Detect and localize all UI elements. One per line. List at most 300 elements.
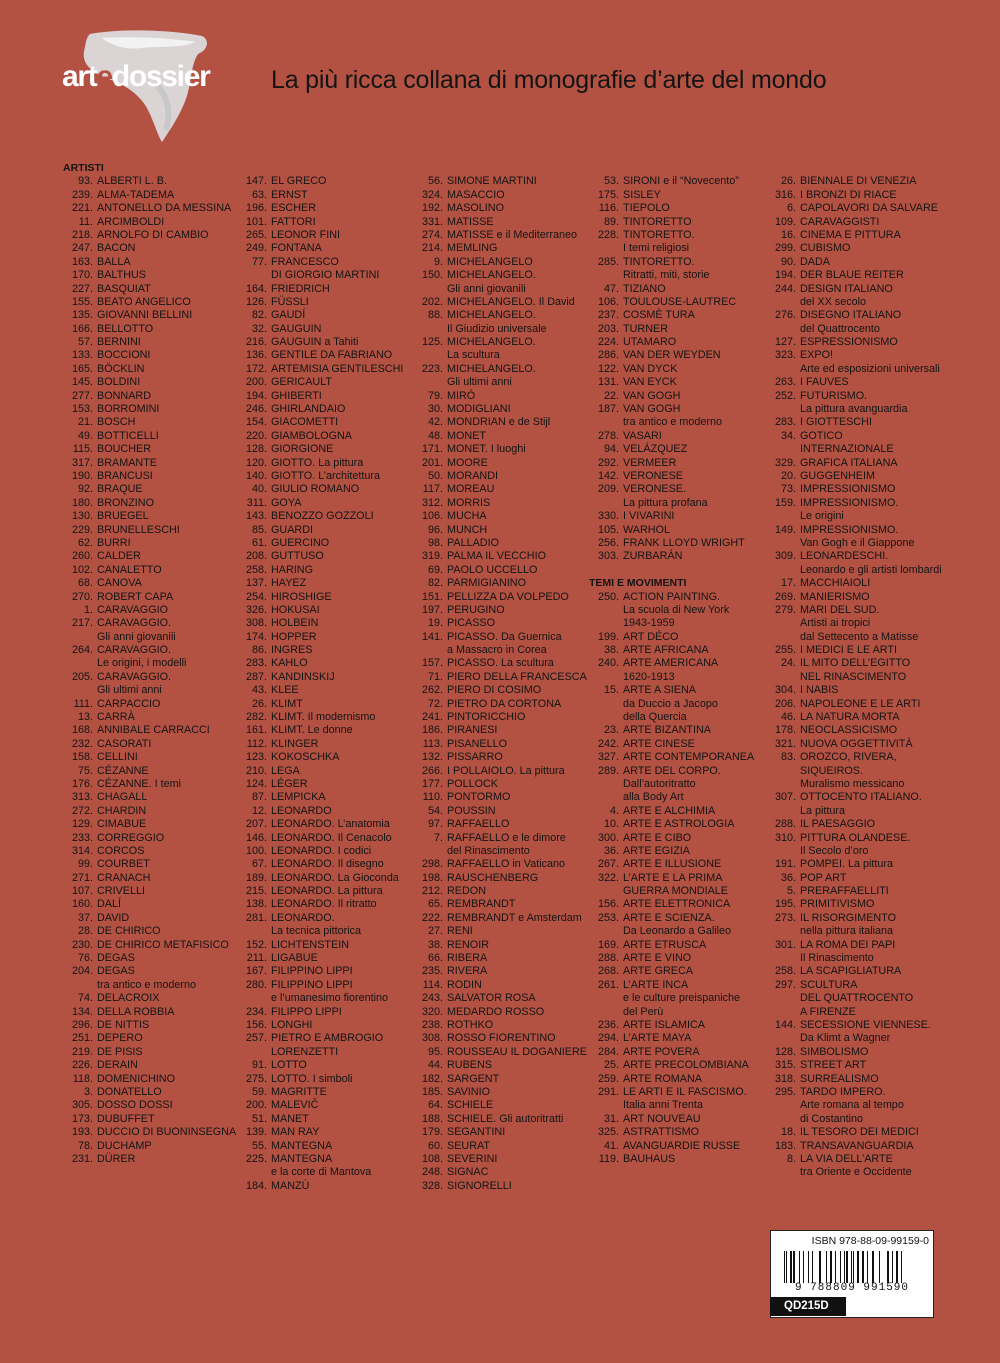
barcode-bar [784,1251,785,1283]
catalog-entry [589,644,779,657]
catalog-entry [237,631,427,644]
entry-title: EL GRECO [271,175,327,188]
barcode-bar [879,1251,880,1283]
catalog-entry [589,524,779,537]
entry-title: SALVATOR ROSA [447,992,536,1005]
entry-number: 227. [71,282,93,295]
catalog-entry [237,912,427,925]
entry-number: 36. [603,844,619,857]
entry-number: 76. [77,952,93,965]
catalog-entry [766,470,996,483]
entry-number: 197. [421,603,443,616]
catalog-entry [237,872,427,885]
entry-title: GHIRLANDAIO [271,403,346,416]
entry-title: GUTTUSO [271,550,324,563]
entry-title: MANET [271,1112,309,1125]
catalog-entry [413,992,603,1005]
catalog-entry [413,657,603,670]
entry-number: 331. [421,215,443,228]
catalog-entry [63,872,253,885]
entry-number: 283. [245,657,267,670]
entry-title: BOUCHER [97,443,151,456]
catalog-entry [63,309,253,322]
catalog-entry [63,242,253,255]
entry-number: 314. [71,844,93,857]
entry-number: 220. [245,429,267,442]
entry-number: 114. [422,978,443,991]
catalog-entry [413,965,603,978]
entry-title: LEONARDO. La Gioconda [271,871,399,884]
entry-number: 7. [433,831,443,844]
entry-title: BRANCUSI [97,469,153,482]
catalog-entry [237,952,427,965]
catalog-entry [63,1032,253,1045]
barcode-bar [819,1251,821,1283]
entry-number: 217. [71,617,93,630]
catalog-entry [766,1099,996,1112]
entry-number: 41. [603,1139,619,1152]
entry-title: GUGGENHEIM [800,469,875,482]
entry-number: 247. [71,242,93,255]
entry-number: 32. [251,322,267,335]
entry-number: 263. [774,376,796,389]
entry-title: nella pittura italiana [800,925,894,938]
catalog-entry [766,537,996,550]
catalog-entry [237,269,427,282]
column-artisti-1 [63,162,253,1166]
entry-title: CARAVAGGIO. [97,617,171,630]
barcode-bar [790,1251,792,1283]
barcode-bar [896,1251,898,1283]
entry-title: WARHOL [623,523,670,536]
barcode-bar [872,1251,874,1283]
entry-number: 285. [597,255,619,268]
catalog-entry [766,336,996,349]
entry-title: VERONESE [623,469,683,482]
catalog-entry [589,925,779,938]
catalog-entry [589,283,779,296]
entry-title: Le origini, i modelli [97,657,187,670]
entry-title: LEONARDO. Il disegno [271,858,384,871]
entry-number: 298. [421,858,443,871]
entry-number: 136. [245,349,267,362]
entry-title: BORROMINI [97,403,160,416]
entry-number: 152. [245,938,267,951]
entry-number: 327. [597,751,619,764]
entry-number: 37. [77,911,93,924]
entry-title: ARTE AMERICANA [623,657,719,670]
entry-title: LEONARDO. La pittura [271,885,383,898]
catalog-entry [589,778,779,791]
entry-title: MONET [447,429,486,442]
entry-title: PICASSO [447,617,496,630]
catalog-entry [413,1019,603,1032]
entry-number: 280. [245,978,267,991]
entry-number: 92. [77,483,93,496]
catalog-entry [766,1140,996,1153]
entry-title: CINEMA E PITTURA [800,228,901,241]
entry-title: ROBERT CAPA [97,590,174,603]
catalog-entry [413,591,603,604]
entry-title: SECESSIONE VIENNESE. [800,1019,931,1031]
entry-title: BRAQUE [97,483,143,496]
catalog-entry [63,657,253,670]
entry-number: 288. [774,818,796,831]
entry-title: CARAVAGGIO. [97,644,171,657]
entry-number: 106. [597,295,619,308]
entry-title: BOTTICELLI [97,429,159,442]
catalog-entry [589,443,779,456]
entry-title: DOSSO DOSSI [97,1099,173,1112]
entry-title: GIACOMETTI [271,416,339,429]
entry-title: TIZIANO [623,282,666,295]
catalog-entry [589,1099,779,1112]
entry-title: GAUDÍ [271,309,306,322]
entry-number: 130. [71,510,93,523]
catalog-entry [589,309,779,322]
entry-title: La pittura [800,804,846,817]
entry-number: 239. [71,188,93,201]
entry-title: Arte ed esposizioni universali [800,362,940,375]
entry-title: DESIGN ITALIANO [800,282,893,295]
entry-title: POMPEI. La pittura [800,858,894,871]
entry-number: 329. [774,456,796,469]
catalog-entry [63,631,253,644]
entry-title: PRERAFFAELLITI [800,885,889,898]
entry-title: Muralismo messicano [800,777,905,790]
entry-number: 99. [77,858,93,871]
entry-title: DADA [800,255,830,268]
catalog-entry [63,390,253,403]
entry-number: 64. [427,1099,443,1112]
entry-number: 215. [245,885,267,898]
entry-title: IL RISORGIMENTO [800,911,896,924]
entry-title: di Costantino [800,1112,864,1125]
catalog-entry [589,805,779,818]
entry-number: 120. [245,456,267,469]
entry-title: OROZCO, RIVERA, [800,751,897,764]
entry-title: LA VIA DELL’ARTE [800,1152,893,1165]
catalog-entry [766,644,996,657]
catalog-entry [237,1126,427,1139]
entry-title: LEMPICKA [271,791,326,804]
catalog-entry [413,1113,603,1126]
entry-number: 129. [71,818,93,831]
entry-number: 31. [603,1112,619,1125]
entry-number: 149. [774,523,796,536]
entry-number: 159. [774,496,796,509]
entry-number: 216. [245,336,267,349]
catalog-entry [63,524,253,537]
entry-number: 1. [83,603,93,616]
isbn-label: ISBN 978-88-09-99159-0 [811,1235,929,1247]
entry-title: ESPRESSIONISMO [800,336,898,349]
catalog-entry [766,885,996,898]
catalog-entry [589,269,779,282]
entry-number: 272. [71,804,93,817]
entry-number: 284. [597,1045,619,1058]
entry-number: 278. [597,429,619,442]
catalog-entry [413,296,603,309]
entry-number: 200. [245,1099,267,1112]
entry-number: 8. [786,1152,796,1165]
entry-number: 6. [786,202,796,215]
entry-title: GIULIO ROMANO [271,483,360,496]
entry-title: ARTE A SIENA [623,684,697,697]
catalog-entry [589,256,779,269]
catalog-entry [413,470,603,483]
catalog-entry [589,376,779,389]
barcode-bar [793,1251,795,1283]
entry-title: Il Giudizio universale [447,322,547,335]
barcode-bar [799,1251,800,1283]
entry-number: 15. [603,684,619,697]
entry-number: 291. [597,1085,619,1098]
entry-title: MICHELANGELO. [447,336,536,349]
entry-title: LIGABUE [271,952,318,965]
entry-title: LORENZETTI [271,1045,339,1058]
entry-title: HIROSHIGE [271,590,332,603]
entry-title: ARNOLFO DI CAMBIO [97,228,209,241]
entry-number: 38. [603,644,619,657]
entry-title: KANDINSKIJ [271,670,335,683]
entry-title: CRANACH [97,871,151,884]
catalog-entry [766,1019,996,1032]
catalog-entry [237,336,427,349]
entry-number: 189. [245,871,267,884]
entry-title: ARTE E CIBO [623,831,692,844]
entry-title: SURREALISMO [800,1072,879,1085]
catalog-entry [766,858,996,871]
catalog-entry [766,818,996,831]
entry-title: LA NATURA MORTA [800,711,900,724]
entry-number: 77. [251,255,267,268]
entry-title: REDON [447,885,486,898]
entry-title: ZURBARÁN [623,550,683,563]
entry-title: PICASSO. La scultura [447,657,554,670]
entry-number: 241. [421,711,443,724]
catalog-entry [766,550,996,563]
catalog-entry [237,1046,427,1059]
entry-title: BRAMANTE [97,456,157,469]
entry-number: 185. [421,1085,443,1098]
entry-title: FRIEDRICH [271,282,330,295]
catalog-entry [237,309,427,322]
entry-title: SIMBOLISMO [800,1045,869,1058]
catalog-entry [589,1006,779,1019]
entry-number: 255. [774,644,796,657]
entry-title: 1943-1959 [623,617,675,630]
entry-title: ARTE E ILLUSIONE [623,858,722,871]
catalog-entry [63,283,253,296]
entry-number: 176. [71,777,93,790]
entry-title: PINTORICCHIO [447,711,526,724]
entry-title: BURRI [97,536,131,549]
catalog-entry [63,416,253,429]
entry-number: 289. [597,764,619,777]
entry-title: KLIMT [271,697,303,710]
entry-number: 138. [245,898,267,911]
entry-number: 275. [245,1072,267,1085]
entry-number: 207. [245,818,267,831]
entry-title: I GIOTTESCHI [800,416,872,429]
entry-number: 249. [245,242,267,255]
catalog-entry [237,229,427,242]
entry-number: 266. [421,764,443,777]
catalog-entry [413,577,603,590]
catalog-entry [766,1032,996,1045]
entry-title: GERICAULT [271,376,332,389]
entry-title: FÜSSLI [271,295,309,308]
entry-title: BERNINI [97,336,141,349]
catalog-entry [413,1032,603,1045]
catalog-entry [766,751,996,764]
entry-title: CASORATI [97,737,152,750]
entry-number: 51. [251,1112,267,1125]
entry-number: 208. [245,550,267,563]
entry-title: La scultura [447,349,500,362]
entry-number: 83. [780,751,796,764]
entry-number: 273. [774,911,796,924]
entry-number: 323. [774,349,796,362]
catalog-entry [413,604,603,617]
catalog-entry [413,724,603,737]
catalog-entry [589,751,779,764]
entry-title: MICHELANGELO. [447,309,536,322]
catalog-entry [766,765,996,778]
column-temi-movimenti [766,162,996,1180]
entry-number: 188. [421,1112,443,1125]
entry-title: GHIBERTI [271,389,322,402]
entry-title: MANTEGNA [271,1139,333,1152]
entry-title: VAN DYCK [623,362,678,375]
entry-number: 38. [427,938,443,951]
entry-number: 304. [774,684,796,697]
entry-title: TINTORETTO [623,215,692,228]
entry-title: CALDER [97,550,141,563]
catalog-entry [63,550,253,563]
catalog-entry [63,216,253,229]
entry-number: 287. [245,670,267,683]
entry-number: 281. [245,911,267,924]
entry-title: DE NITTIS [97,1019,150,1031]
catalog-entry [766,242,996,255]
entry-title: ARTE E ALCHIMIA [623,804,716,817]
barcode-bar [830,1251,832,1283]
catalog-entry [63,898,253,911]
entry-number: 119. [598,1152,619,1165]
entry-number: 3. [83,1085,93,1098]
catalog-entry [413,1006,603,1019]
catalog-entry [237,1086,427,1099]
entry-number: 158. [71,751,93,764]
entry-title: ARTE CINESE [623,737,695,750]
entry-number: 108. [421,1152,443,1165]
entry-number: 55. [251,1139,267,1152]
entry-number: 238. [421,1019,443,1031]
entry-title: BAUHAUS [623,1152,676,1165]
catalog-entry [63,805,253,818]
catalog-entry [589,1140,779,1153]
entry-title: CHARDIN [97,804,147,817]
entry-number: 303. [597,550,619,563]
catalog-entry [413,898,603,911]
catalog-entry [63,1140,253,1153]
entry-title: La tecnica pittorica [271,925,362,938]
entry-number: 297. [774,978,796,991]
catalog-entry [589,939,779,952]
catalog-entry [766,524,996,537]
entry-title: KLIMT. Il modernismo [271,711,376,724]
entry-number: 168. [71,724,93,737]
entry-number: 59. [251,1085,267,1098]
entry-title: GUERRA MONDIALE [623,885,728,898]
entry-title: HOPPER [271,630,317,643]
catalog-entry [766,202,996,215]
barcode-bar [846,1251,848,1283]
entry-title: BALLA [97,255,131,268]
entry-title: BRUEGEL [97,510,149,523]
entry-title: ARTE E SCIENZA. [623,911,715,924]
catalog-entry [413,1099,603,1112]
entry-title: MEDARDO ROSSO [447,1005,545,1018]
entry-number: 202. [421,295,443,308]
entry-title: ARTE AFRICANA [623,644,709,657]
entry-number: 142. [597,469,619,482]
catalog-entry [589,698,779,711]
entry-number: 146. [245,831,267,844]
catalog-entry [413,671,603,684]
entry-number: 96. [427,523,443,536]
entry-title: SARGENT [447,1072,500,1085]
catalog-entry [63,845,253,858]
entry-title: ARTE ROMANA [623,1072,702,1085]
entry-title: SISLEY [623,188,661,201]
catalog-entry [237,296,427,309]
entry-number: 178. [774,724,796,737]
entry-number: 43. [251,684,267,697]
artedossier-logo [62,26,222,146]
catalog-entry [766,256,996,269]
catalog-entry [766,845,996,858]
catalog-entry [237,430,427,443]
catalog-entry [63,1059,253,1072]
catalog-entry [63,296,253,309]
entry-title: DE CHIRICO METAFISICO [97,938,229,951]
entry-title: MALEVIČ [271,1099,319,1112]
entry-number: 118. [72,1072,93,1085]
entry-number: 320. [421,1005,443,1018]
entry-number: 154. [245,416,267,429]
entry-number: 172. [245,362,267,375]
entry-number: 49. [77,429,93,442]
catalog-entry [237,738,427,751]
entry-number: 165. [71,362,93,375]
entry-title: MICHELANGELO [447,255,533,268]
catalog-entry [589,497,779,510]
entry-number: 150. [421,269,443,282]
catalog-entry [589,483,779,496]
entry-title: HAYEZ [271,577,307,590]
catalog-entry [237,1166,427,1179]
entry-number: 228. [597,228,619,241]
catalog-entry [63,470,253,483]
catalog-entry [589,349,779,362]
catalog-entry [766,657,996,670]
entry-title: IMPRESSIONISMO. [800,523,899,536]
entry-title: MODIGLIANI [447,403,511,416]
catalog-entry [413,269,603,282]
